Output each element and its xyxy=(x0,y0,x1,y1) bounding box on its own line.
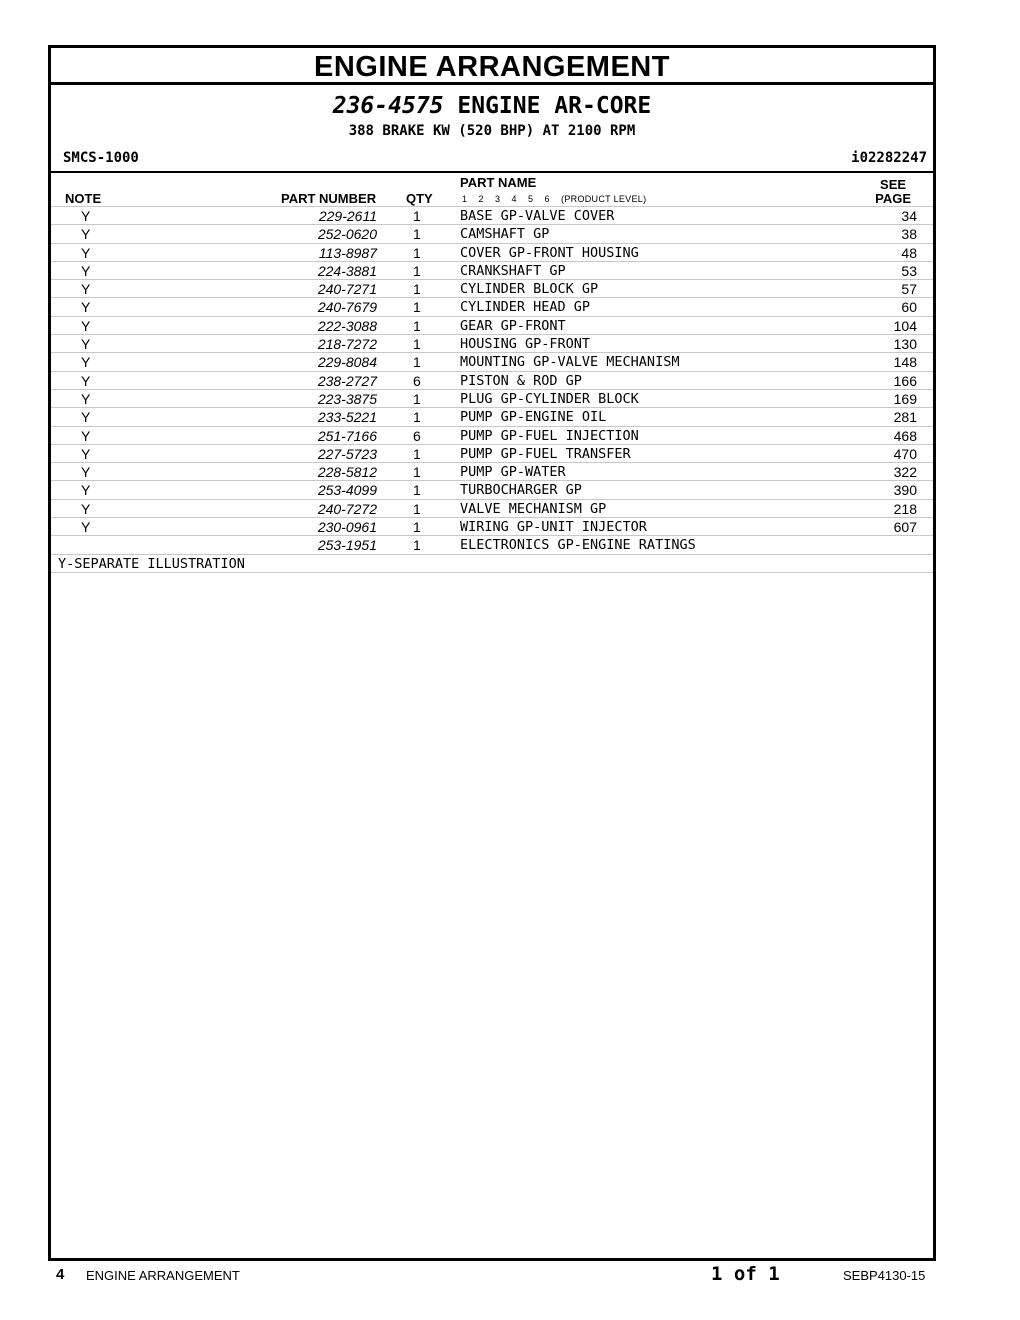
column-header-qty: QTY xyxy=(406,191,433,206)
row-qty: 1 xyxy=(413,482,421,499)
row-part-number: 224-3881 xyxy=(317,262,377,279)
table-row xyxy=(51,371,933,389)
footer-document-number: SEBP4130-15 xyxy=(843,1268,926,1283)
row-see-page: 104 xyxy=(893,317,917,334)
row-qty: 1 xyxy=(413,262,421,279)
table-row xyxy=(51,279,933,297)
row-note: Y xyxy=(81,208,91,224)
row-part-number: 229-2611 xyxy=(318,208,377,224)
row-part-number: 223-3875 xyxy=(317,390,377,407)
row-part-number: 240-7679 xyxy=(317,299,377,316)
table-row xyxy=(51,426,933,444)
row-note: Y xyxy=(81,281,91,298)
row-part-name: VALVE MECHANISM GP xyxy=(460,500,607,517)
row-qty: 1 xyxy=(413,208,421,224)
row-note: Y xyxy=(81,336,91,353)
row-qty: 1 xyxy=(413,244,421,261)
engine-rating: 388 BRAKE KW (520 BHP) AT 2100 RPM xyxy=(348,123,636,139)
row-part-name: PUMP GP-FUEL TRANSFER xyxy=(460,445,631,462)
row-see-page: 470 xyxy=(893,445,917,462)
row-note: Y xyxy=(81,299,91,316)
parts-rows xyxy=(51,206,933,554)
row-note: Y xyxy=(81,244,91,261)
row-note: Y xyxy=(81,372,91,389)
row-part-number: 240-7272 xyxy=(317,500,377,517)
table-row xyxy=(51,297,933,315)
row-note: Y xyxy=(81,226,91,243)
row-see-page: 38 xyxy=(901,226,917,243)
table-row xyxy=(51,352,933,370)
row-see-page: 60 xyxy=(901,299,917,316)
assembly-heading xyxy=(51,91,933,121)
row-part-name: PLUG GP-CYLINDER BLOCK xyxy=(460,390,639,407)
row-see-page: 53 xyxy=(901,262,917,279)
page-title: ENGINE ARRANGEMENT xyxy=(51,48,933,85)
footnote: Y-SEPARATE ILLUSTRATION xyxy=(51,554,933,573)
column-header-see: SEE xyxy=(880,177,907,192)
row-part-number: 113-8987 xyxy=(318,244,377,261)
row-part-name: GEAR GP-FRONT xyxy=(460,317,566,334)
row-see-page: 34 xyxy=(901,208,917,224)
row-qty: 1 xyxy=(413,500,421,517)
row-part-name: PISTON & ROD GP xyxy=(460,372,582,389)
row-qty: 1 xyxy=(413,336,421,353)
table-row xyxy=(51,224,933,242)
row-note: Y xyxy=(81,482,91,499)
table-row xyxy=(51,206,933,224)
row-part-name: CAMSHAFT GP xyxy=(460,226,550,243)
row-note: Y xyxy=(81,317,91,334)
illustration-id: i02282247 xyxy=(851,150,927,166)
footer-section: ENGINE ARRANGEMENT xyxy=(86,1268,240,1283)
row-note: Y xyxy=(81,427,91,444)
row-part-name: PUMP GP-FUEL INJECTION xyxy=(460,427,639,444)
row-part-name: HOUSING GP-FRONT xyxy=(460,336,591,353)
row-note: Y xyxy=(81,354,91,371)
column-header-part-number: PART NUMBER xyxy=(281,191,377,206)
parts-table xyxy=(51,206,933,573)
row-see-page: 166 xyxy=(893,372,917,389)
row-note: Y xyxy=(81,519,91,536)
row-see-page: 468 xyxy=(893,427,917,444)
table-row xyxy=(51,389,933,407)
row-note: Y xyxy=(81,390,91,407)
row-part-name: PUMP GP-WATER xyxy=(460,464,566,481)
footer-page-number: 4 xyxy=(56,1266,65,1283)
row-part-number: 233-5221 xyxy=(317,409,377,426)
row-qty: 1 xyxy=(413,354,421,371)
row-part-number: 222-3088 xyxy=(317,317,377,334)
row-qty: 1 xyxy=(413,464,421,481)
row-part-number: 240-7271 xyxy=(317,281,377,298)
assembly-part-name: ENGINE AR-CORE xyxy=(457,93,652,119)
footer-page-count: 1 of 1 xyxy=(711,1263,780,1285)
row-note: Y xyxy=(81,409,91,426)
column-header-product-levels: 1 2 3 4 5 6 (PRODUCT LEVEL) xyxy=(462,194,647,204)
row-part-name: BASE GP-VALVE COVER xyxy=(460,208,615,224)
row-see-page: 48 xyxy=(901,244,917,261)
row-part-number: 252-0620 xyxy=(317,226,377,243)
row-part-number: 227-5723 xyxy=(317,445,377,462)
row-part-name: CYLINDER HEAD GP xyxy=(460,299,591,316)
row-part-name: CYLINDER BLOCK GP xyxy=(460,281,599,298)
row-part-number: 238-2727 xyxy=(317,372,377,389)
row-part-number: 253-1951 xyxy=(317,537,377,554)
table-row xyxy=(51,316,933,334)
assembly-part-number: 236-4575 xyxy=(332,93,444,119)
row-note: Y xyxy=(81,262,91,279)
row-part-name: COVER GP-FRONT HOUSING xyxy=(460,244,639,261)
row-qty: 1 xyxy=(413,409,421,426)
row-part-name: CRANKSHAFT GP xyxy=(460,262,566,279)
column-header-note: NOTE xyxy=(65,191,102,206)
row-note: Y xyxy=(81,445,91,462)
row-part-number: 218-7272 xyxy=(317,336,377,353)
table-row xyxy=(51,444,933,462)
smcs-code: SMCS-1000 xyxy=(63,150,139,166)
table-row xyxy=(51,480,933,498)
row-part-number: 230-0961 xyxy=(317,519,377,536)
table-row xyxy=(51,535,933,553)
row-see-page: 607 xyxy=(893,519,917,536)
row-qty: 1 xyxy=(413,226,421,243)
row-qty: 1 xyxy=(413,317,421,334)
row-part-number: 251-7166 xyxy=(317,427,377,444)
table-row xyxy=(51,334,933,352)
row-part-number: 229-8084 xyxy=(317,354,377,371)
row-qty: 1 xyxy=(413,537,421,554)
row-see-page: 390 xyxy=(893,482,917,499)
table-row xyxy=(51,517,933,535)
row-part-name: ELECTRONICS GP-ENGINE RATINGS xyxy=(460,537,696,554)
row-see-page: 148 xyxy=(893,354,917,371)
table-row xyxy=(51,243,933,261)
row-see-page: 322 xyxy=(893,464,917,481)
row-see-page: 130 xyxy=(893,336,917,353)
row-part-name: MOUNTING GP-VALVE MECHANISM xyxy=(460,354,680,371)
row-part-name: TURBOCHARGER GP xyxy=(460,482,582,499)
row-part-name: WIRING GP-UNIT INJECTOR xyxy=(460,519,647,536)
row-see-page: 57 xyxy=(901,281,917,298)
row-qty: 1 xyxy=(413,299,421,316)
row-qty: 1 xyxy=(413,390,421,407)
row-part-number: 228-5812 xyxy=(317,464,377,481)
page-frame xyxy=(48,45,936,1261)
column-header-part-name: PART NAME xyxy=(460,175,537,190)
row-note: Y xyxy=(81,464,91,481)
row-qty: 1 xyxy=(413,445,421,462)
row-qty: 1 xyxy=(413,519,421,536)
table-row xyxy=(51,407,933,425)
row-see-page: 169 xyxy=(893,390,917,407)
row-see-page: 218 xyxy=(893,500,917,517)
row-part-name: PUMP GP-ENGINE OIL xyxy=(460,409,607,426)
row-qty: 1 xyxy=(413,281,421,298)
row-qty: 6 xyxy=(413,372,421,389)
table-row xyxy=(51,499,933,517)
row-qty: 6 xyxy=(413,427,421,444)
table-row xyxy=(51,261,933,279)
row-see-page: 281 xyxy=(893,409,917,426)
column-header-page: PAGE xyxy=(875,191,911,206)
header-rule xyxy=(51,171,933,173)
table-row xyxy=(51,462,933,480)
row-part-number: 253-4099 xyxy=(317,482,377,499)
row-note: Y xyxy=(81,500,91,517)
